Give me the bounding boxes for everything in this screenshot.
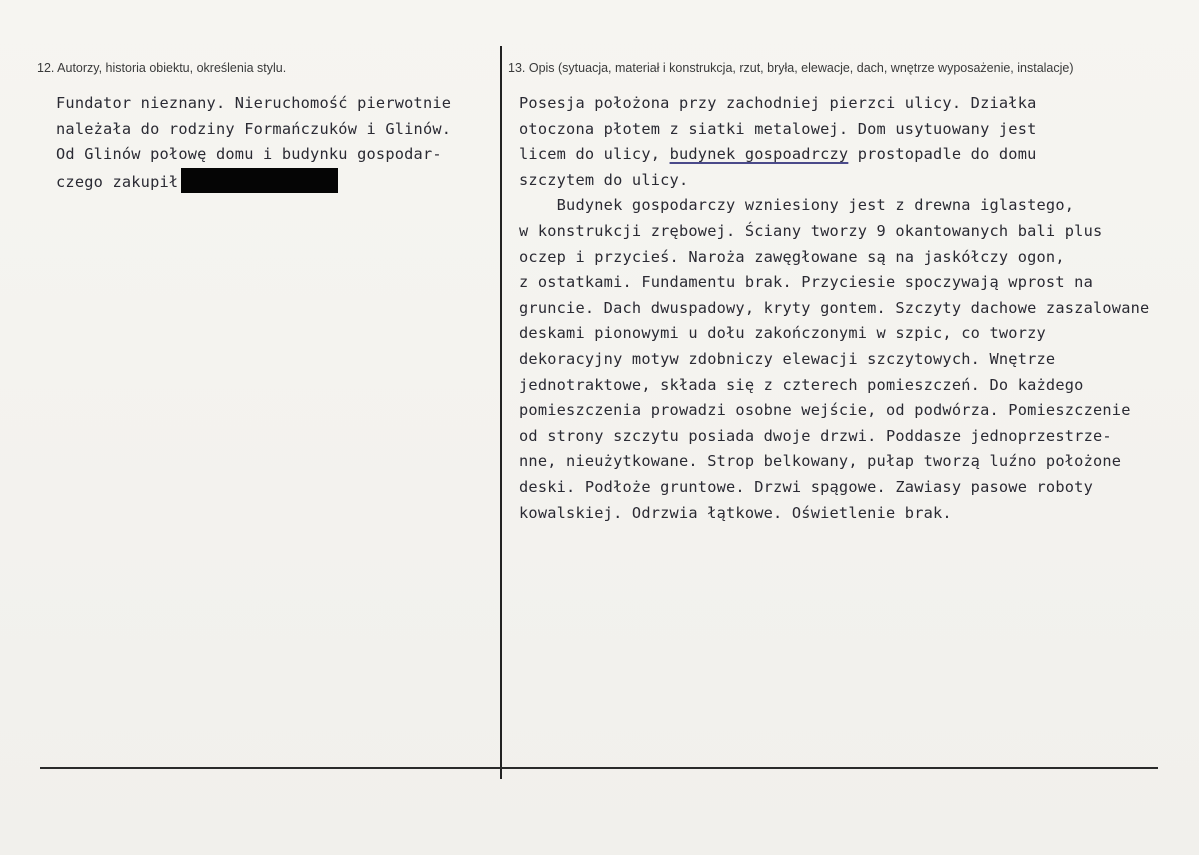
redaction-box bbox=[181, 168, 338, 193]
section-13-heading: 13. Opis (sytuacja, materiał i konstrukcja, rzut, bryła, elewacje, dach, wnętrze wyposażenie, instalacje) bbox=[508, 61, 1074, 75]
text-line: nne, nieużytkowane. Strop belkowany, pułap tworzą luźno położone bbox=[519, 452, 1122, 471]
text-line: Budynek gospodarczy wzniesiony jest z drewna iglastego, bbox=[519, 196, 1075, 215]
text-line: deskami pionowymi u dołu zakończonymi w szpic, co tworzy bbox=[519, 324, 1046, 343]
text-line: pomieszczenia prowadzi osobne wejście, od podwórza. Pomieszczenie bbox=[519, 401, 1131, 420]
text-line: dekoracyjny motyw zdobniczy elewacji szczytowych. Wnętrze bbox=[519, 349, 1056, 368]
text-line: w konstrukcji zrębowej. Ściany tworzy 9 okantowanych bali plus bbox=[519, 221, 1103, 240]
text-line: otoczona płotem z siatki metalowej. Dom usytuowany jest bbox=[519, 119, 1037, 138]
text-line: oczep i przycieś. Naroża zawęgłowane są na jaskółczy ogon, bbox=[519, 247, 1065, 266]
text-line-pre: licem do ulicy, bbox=[519, 145, 670, 164]
column-divider bbox=[500, 46, 502, 779]
text-line-post: prostopadle do domu bbox=[848, 145, 1037, 164]
section-12-text bbox=[56, 91, 496, 195]
text-line: kowalskiej. Odrzwia łątkowe. Oświetlenie brak. bbox=[519, 503, 952, 522]
text-line: Od Glinów połowę domu i budynku gospodar- bbox=[56, 145, 442, 164]
section-12-heading: 12. Autorzy, historia obiektu, określenia stylu. bbox=[37, 61, 287, 75]
text-line: deski. Podłoże gruntowe. Drzwi spągowe. Zawiasy pasowe roboty bbox=[519, 477, 1093, 496]
text-line: z ostatkami. Fundamentu brak. Przyciesie spoczywają wprost na bbox=[519, 273, 1093, 292]
text-line: czego zakupił bbox=[56, 172, 179, 191]
bottom-rule bbox=[40, 767, 1158, 769]
underlined-phrase: budynek gospoadrczy bbox=[669, 145, 849, 164]
text-line: jednotraktowe, składa się z czterech pomieszczeń. Do każdego bbox=[519, 375, 1084, 394]
text-line: należała do rodziny Formańczuków i Glinów. bbox=[56, 119, 452, 138]
section-13-text bbox=[519, 91, 1189, 526]
text-line: gruncie. Dach dwuspadowy, kryty gontem. Szczyty dachowe zaszalowane bbox=[519, 298, 1150, 317]
text-line: szczytem do ulicy. bbox=[519, 170, 689, 189]
text-line: Posesja położona przy zachodniej pierzci ulicy. Działka bbox=[519, 94, 1037, 112]
text-line: od strony szczytu posiada dwoje drzwi. Poddasze jednoprzestrze- bbox=[519, 426, 1112, 445]
text-line: Fundator nieznany. Nieruchomość pierwotnie bbox=[56, 94, 452, 112]
